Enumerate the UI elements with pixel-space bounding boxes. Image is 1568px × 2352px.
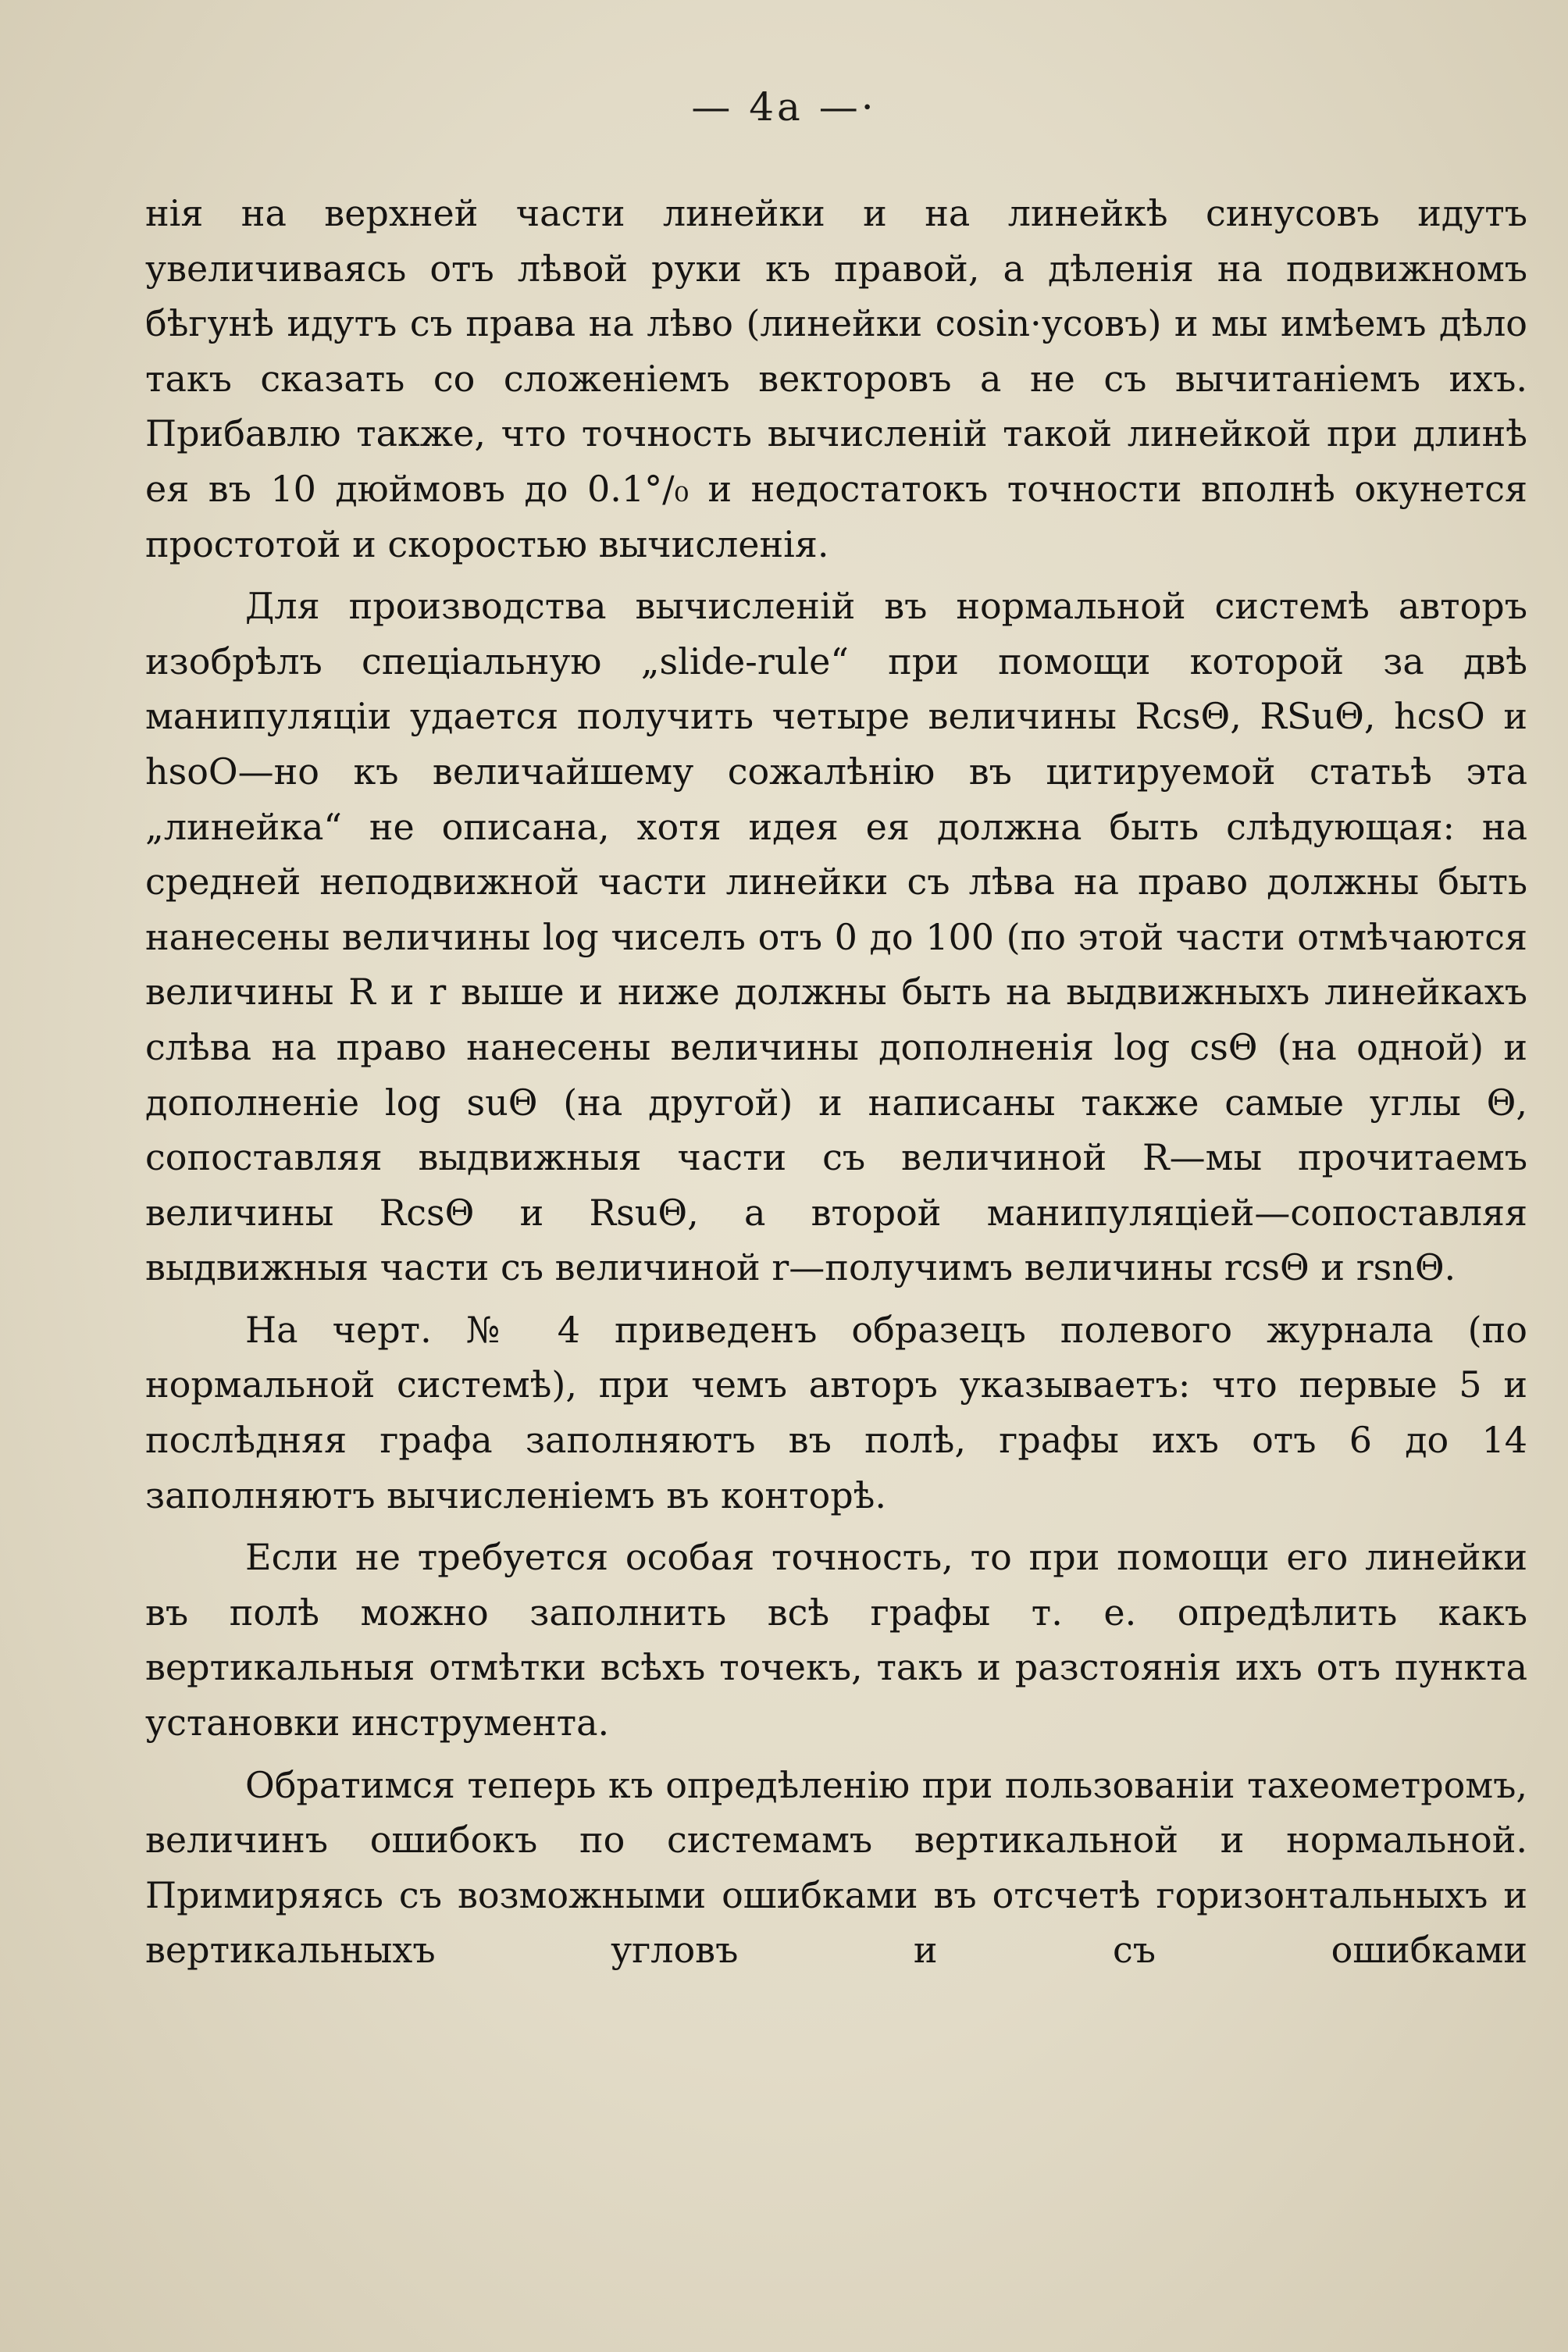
paragraph-field-journal: На черт. № 4 приведенъ образецъ полевого журнала (по нормальной системѣ), при чемъ авторъ указываетъ: что первые 5 и послѣдняя графа заполняютъ въ полѣ, графы ихъ отъ 6 до 14 заполняютъ вычисленіемъ въ конторѣ. — [145, 1308, 1527, 1516]
paragraph-accuracy: Если не требуется особая точность, то при помощи его линейки въ полѣ можно заполнить всѣ графы т. е. опредѣлить какъ вертикальныя отмѣтки всѣхъ точекъ, такъ и разстоянія ихъ отъ пункта установки инструмента. — [145, 1536, 1527, 1744]
paragraph-errors: Обратимся теперь къ опредѣленію при пользованіи тахеометромъ, величинъ ошибокъ по системамъ вертикальной и нормальной. Примиряясь съ возможными ошибками въ отсчетѣ горизонтальныхъ и вертикальныхъ угловъ и съ ошибками — [145, 1763, 1527, 1972]
page-number: — 4a —· — [691, 84, 877, 130]
paragraph-continuation: нія на верхней части линейки и на линейкѣ синусовъ идутъ увеличиваясь отъ лѣвой руки къ правой, а дѣленія на подвижномъ бѣгунѣ идутъ съ права на лѣво (линейки cosin·усовъ) и мы имѣемъ дѣло такъ сказать со сложеніемъ векторовъ а не съ вычитаніемъ ихъ. Прибавлю также, что точность вычисленій такой линейкой при длинѣ ея въ 10 дюймовъ до 0.1°/₀ и недостатокъ точности вполнѣ окунется простотой и скоростью вычисленія. — [145, 192, 1527, 565]
paragraph-slide-rule: Для производства вычисленій въ нормальной системѣ авторъ изобрѣлъ спеціальную „slide-rule“ при помощи которой за двѣ манипуляціи удается получить четыре величины RcsΘ, RSuΘ, hcsO и hsoO—но къ величайшему сожалѣнію въ цитируемой статьѣ эта „линейка“ не описана, хотя идея ея должна быть слѣдующая: на средней неподвижной части линейки съ лѣва на право должны быть нанесены величины log чиселъ отъ 0 до 100 (по этой части отмѣчаются величины R и r выше и ниже должны быть на выдвижныхъ линейкахъ слѣва на право нанесены величины дополненія log csΘ (на одной) и дополненіе log suΘ (на другой) и написаны также самые углы Θ, сопоставляя выдвижныя части съ величиной R—мы прочитаемъ величины RcsΘ и RsuΘ, а второй манипуляціей—сопоставляя выдвижныя части съ величиной r—получимъ величины rcsΘ и rsnΘ. — [145, 585, 1527, 1289]
body-text — [145, 186, 1527, 1985]
